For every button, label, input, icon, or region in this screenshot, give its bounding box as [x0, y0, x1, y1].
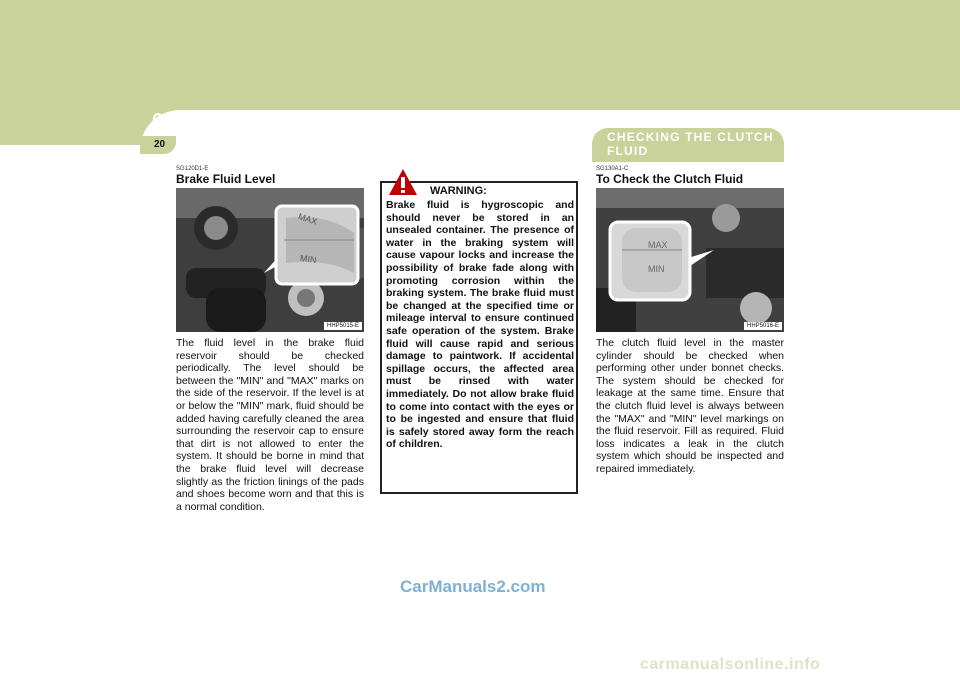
chapter-number: 6	[152, 110, 164, 132]
section-title: CHECKING THE CLUTCH FLUID	[607, 130, 774, 158]
max-mark-label: MAX	[296, 211, 319, 227]
right-body-text: The clutch fluid level in the master cylinder should be checked when performing other under bonnet checks. The system should be checked for leakage at the same time. Ensure that the clutch fluid level is always between the "MAX" and "MIN" level markings on the fluid reservoir. Fill as required. Fluid loss indicates a leak in the clutch system which should be inspected and repaired immediately.	[596, 337, 784, 475]
chapter-title: OWNER MAINTENANCE	[169, 119, 277, 129]
left-heading: Brake Fluid Level	[176, 172, 276, 186]
right-image-label: HHP5016-E	[744, 322, 782, 330]
engine-bay-illustration	[176, 188, 364, 332]
clutch-reservoir-photo	[596, 188, 784, 332]
clutch-bay-illustration	[596, 188, 784, 332]
watermark-carmanualsonline[interactable]: carmanualsonline.info	[640, 656, 821, 673]
warning-title: WARNING:	[430, 185, 487, 197]
left-body-text: The fluid level in the brake fluid reservoir should be checked periodically. The level should be between the "MIN" and "MAX" marks on the side of the reservoir. If the level is at or below the "MIN" mark, fluid should be added having carefully cleaned the area surrounding the reservoir cap to ensure that dirt is not allowed to enter the system. It should be borne in mind that the brake fluid level will decrease slightly as the friction linings of the pads and shoes become worn and that this is a normal condition.	[176, 337, 364, 513]
right-section-code: SG130A1-C	[596, 166, 629, 172]
min-mark-label: MIN	[299, 252, 318, 266]
brake-reservoir-photo	[176, 188, 364, 332]
chapter-heading	[152, 110, 276, 133]
warning-body-text: Brake fluid is hygroscopic and should never be stored in an unsealed container. The presence of water in the braking system will cause vapour locks and increase the possibility of brake fade along with promoting corrosion within the braking system. The brake fluid must be changed at the specified time or mileage interval to ensure continued safe operation of the system. Brake fluid will cause rapid and serious damage to paintwork. If accidental spillage occurs, the affected area must be rinsed with water immediately. Do not allow brake fluid to come into contact with the eyes or to be ingested and ensure that fluid is safely stored away form the reach of children.	[386, 199, 574, 451]
right-heading: To Check the Clutch Fluid	[596, 172, 744, 186]
left-image-label: HHP5015-E	[324, 322, 362, 330]
page-number: 20	[154, 139, 166, 150]
exclamation-icon	[388, 168, 418, 196]
watermark-carmanuals2[interactable]: CarManuals2.com	[400, 577, 546, 596]
max-mark-label: MAX	[648, 240, 668, 250]
left-section-code: SG120D1-E	[176, 166, 209, 172]
min-mark-label: MIN	[648, 264, 665, 274]
